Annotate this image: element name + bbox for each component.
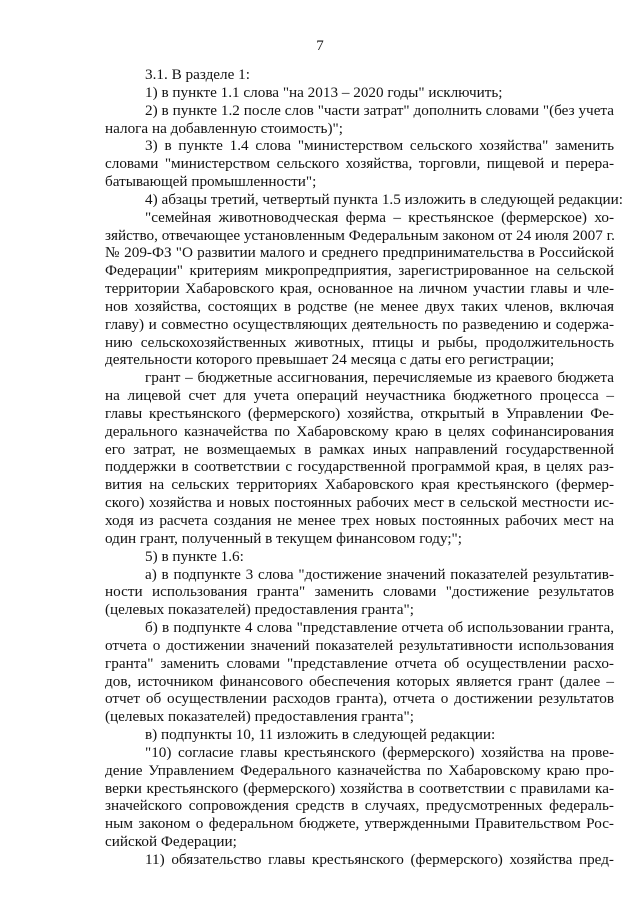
text-line: 4) абзацы третий, четвертый пункта 1.5 изложить в следующей редакции: bbox=[145, 191, 623, 208]
text-line: значейского сопровождения средств в случаях, предусмотренных федераль- bbox=[105, 797, 614, 814]
text-line: ности использования гранта" заменить словами "достижение результатов bbox=[105, 583, 614, 600]
text-line: (целевых показателей) предоставления гранта"; bbox=[105, 708, 414, 725]
text-line: нию сельскохозяйственных животных, птицы и рыбы, продолжительность bbox=[105, 334, 614, 351]
text-line: верки крестьянского (фермерского) хозяйства в соответствии с правилами ка- bbox=[105, 780, 614, 797]
text-line: главу) и совместно осуществляющих деятельность по разведению и содержа- bbox=[105, 316, 614, 333]
page-number: 7 bbox=[316, 38, 324, 54]
text-line: 3) в пункте 1.4 слова "министерством сельского хозяйства" заменить bbox=[145, 137, 614, 154]
text-line: дерального казначейства по Хабаровскому краю в целях софинансирования bbox=[105, 423, 614, 440]
text-line: отчет об осуществлении расходов гранта), отчета о достижении результатов bbox=[105, 690, 614, 707]
text-line: грант – бюджетные ассигнования, перечисляемые из краевого бюджета bbox=[145, 369, 614, 386]
text-line: ным законом о федеральном бюджете, утвержденными Правительством Рос- bbox=[105, 815, 614, 832]
text-line: № 209-ФЗ "О развитии малого и среднего предпринимательства в Российской bbox=[105, 244, 614, 261]
text-line: "семейная животноводческая ферма – крестьянское (фермерское) хо- bbox=[145, 209, 614, 226]
text-line: налога на добавленную стоимость)"; bbox=[105, 120, 343, 137]
text-line: территории Хабаровского края, основанное на личном участии главы и чле- bbox=[105, 280, 614, 297]
text-line: главы крестьянского (фермерского) хозяйства, открытый в Управлении Фе- bbox=[105, 405, 614, 422]
text-line: 11) обязательство главы крестьянского (фермерского) хозяйства пред- bbox=[145, 851, 614, 868]
text-line: нов хозяйства, состоящих в родстве (не менее двух таких членов, включая bbox=[105, 298, 614, 315]
text-line: а) в подпункте 3 слова "достижение значений показателей результатив- bbox=[145, 566, 614, 583]
text-line: поддержки в соответствии с государственной программой края, в целях раз- bbox=[105, 458, 614, 475]
text-line: один грант, полученный в текущем финансовом году;"; bbox=[105, 530, 462, 547]
text-line: его затрат, не возмещаемых в рамках иных направлений государственной bbox=[105, 441, 614, 458]
text-line: отчета о достижении значений показателей результативности использования bbox=[105, 637, 614, 654]
text-line: Федерации" критериям микропредприятия, зарегистрированное на сельской bbox=[105, 262, 614, 279]
text-line: 1) в пункте 1.1 слова "на 2013 – 2020 годы" исключить; bbox=[145, 84, 503, 101]
text-line: в) подпункты 10, 11 изложить в следующей редакции: bbox=[145, 726, 496, 743]
text-line: 2) в пункте 1.2 после слов "части затрат" дополнить словами "(без учета bbox=[145, 102, 614, 119]
text-line: (целевых показателей) предоставления гранта"; bbox=[105, 601, 414, 618]
text-line: словами "министерством сельского хозяйства, торговли, пищевой и перера- bbox=[105, 155, 614, 172]
text-line: "10) согласие главы крестьянского (фермерского) хозяйства на прове- bbox=[145, 744, 614, 761]
text-line: на лицевой счет для учета операций неучастника бюджетного процесса – bbox=[105, 387, 614, 404]
text-line: ского) хозяйства и новых постоянных рабочих мест в сельской местности ис- bbox=[105, 494, 614, 511]
text-line: сийской Федерации; bbox=[105, 833, 237, 850]
text-line: батывающей промышленности"; bbox=[105, 173, 317, 190]
text-line: вития на сельских территориях Хабаровского края крестьянского (фермер- bbox=[105, 476, 614, 493]
text-line: 5) в пункте 1.6: bbox=[145, 548, 244, 565]
text-line: ходя из расчета создания не менее трех новых постоянных рабочих мест на bbox=[105, 512, 614, 529]
text-line: б) в подпункте 4 слова "представление отчета об использовании гранта, bbox=[145, 619, 614, 636]
text-line: 3.1. В разделе 1: bbox=[145, 66, 250, 83]
text-line: деятельности которого превышает 24 месяца с даты его регистрации; bbox=[105, 351, 555, 368]
text-line: зяйство, отвечающее установленным Федеральным законом от 24 июля 2007 г. bbox=[105, 227, 615, 244]
text-line: дение Управлением Федерального казначейства по Хабаровскому краю про- bbox=[105, 762, 614, 779]
text-line: гранта" заменить словами "представление отчета об осуществлении расхо- bbox=[105, 655, 614, 672]
text-line: дов, источником финансового обеспечения которых является грант (далее – bbox=[105, 673, 614, 690]
